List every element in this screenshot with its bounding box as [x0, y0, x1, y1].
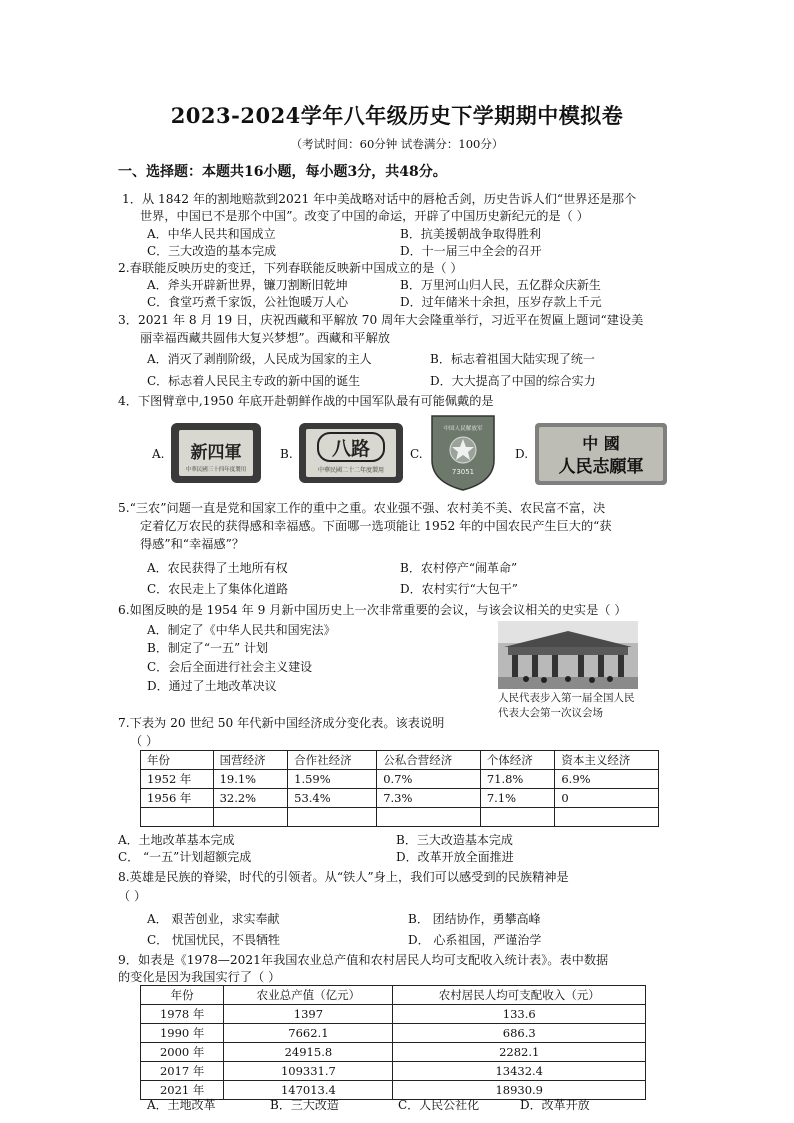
- table-cell: 1956 年: [141, 789, 214, 808]
- table-cell: 24915.8: [224, 1043, 393, 1062]
- q7-line2: （ ）: [130, 734, 159, 748]
- q9-option-a: A．土地改革: [147, 1098, 216, 1112]
- q3-option-c: C．标志着人民民主专政的新中国的诞生: [147, 374, 361, 388]
- table-header-cell: 合作社经济: [288, 751, 377, 770]
- exam-subtitle: （考试时间：60分钟 试卷满分：100分）: [290, 137, 504, 151]
- table-cell: 686.3: [393, 1024, 646, 1043]
- badge-c-top: 中国人民解放军: [443, 426, 483, 432]
- q1-line1: 1．从 1842 年的割地赔款到2021 年中美战略对话中的唇枪舌剑，历史告诉人们“世界还是那个: [122, 192, 637, 206]
- q1-option-c: C．三大改造的基本完成: [147, 244, 277, 258]
- table-cell: 2282.1: [393, 1043, 646, 1062]
- table-cell: 7.1%: [480, 789, 555, 808]
- table-cell: [377, 808, 481, 827]
- badge-d-line1: 中 國: [582, 434, 620, 453]
- table-row: [141, 770, 659, 789]
- q9-line1: 9．如表是《1978—2021年我国农业总产值和农村居民人均可支配收入统计表》。表中数据: [118, 953, 609, 967]
- q4-label-a: A.: [152, 447, 165, 461]
- photo-caption-line1: 人民代表步入第一届全国人民: [498, 692, 635, 704]
- q5-line3: 得感”和“幸福感”？: [140, 537, 245, 551]
- q4-label-b: B.: [280, 447, 293, 461]
- table-row: [141, 1005, 646, 1024]
- table-header-cell: 公私合营经济: [377, 751, 481, 770]
- q7-line1: 7.下表为 20 世纪 50 年代新中国经济成分变化表。该表说明: [118, 716, 445, 730]
- q1-option-b: B．抗美援朝战争取得胜利: [400, 227, 541, 241]
- table-header-cell: 国营经济: [213, 751, 288, 770]
- q2-option-d: D．过年储米十余担，压岁存款上千元: [400, 295, 602, 309]
- badge-c-num: 73051: [451, 468, 475, 476]
- table-cell: 1.59%: [288, 770, 377, 789]
- economy-table: [140, 750, 659, 827]
- q5-line1: 5.“三农”问题一直是党和国家工作的重中之重。农业强不强、农村美不美、农民富不富，决: [118, 501, 606, 515]
- section-heading: 一、选择题：本题共16小题，每小题3分，共48分。: [118, 164, 447, 180]
- table-cell: 53.4%: [288, 789, 377, 808]
- table-cell: 1397: [224, 1005, 393, 1024]
- q2-option-b: B．万里河山归人民，五亿群众庆新生: [400, 278, 601, 292]
- table-header-row: [141, 751, 659, 770]
- q5-line2: 定着亿万农民的获得感和幸福感。下面哪一选项能让 1952 年的中国农民产生巨大的“获: [140, 519, 612, 533]
- pla-shoulder-badge: [428, 410, 498, 492]
- table-header-cell: 农业总产值（亿元）: [224, 986, 393, 1005]
- q2-line1: 2.春联能反映历史的变迁，下列春联能反映新中国成立的是（ ）: [118, 261, 463, 275]
- q6-line1: 6.如图反映的是 1954 年 9 月新中国历史上一次非常重要的会议，与该会议相关的史实是（ ）: [118, 603, 627, 617]
- q3-option-a: A．消灭了剥削阶级，人民成为国家的主人: [147, 352, 372, 366]
- table-cell: 71.8%: [480, 770, 555, 789]
- armband-eighth-route-army: [298, 420, 404, 486]
- armband-volunteer-army: [534, 422, 668, 486]
- table-row: [141, 1024, 646, 1043]
- q6-option-b: B．制定了“一五” 计划: [147, 641, 268, 655]
- q5-option-b: B．农村停产“闹革命”: [400, 561, 518, 575]
- badge-a-main: 新四軍: [190, 443, 242, 463]
- table-row: [141, 1062, 646, 1081]
- table-row: [141, 789, 659, 808]
- table-cell: 32.2%: [213, 789, 288, 808]
- table-cell: [141, 808, 214, 827]
- table-cell: 1990 年: [141, 1024, 224, 1043]
- q8-option-a: A． 艰苦创业，求实奉献: [147, 912, 280, 926]
- q7-option-d: D．改革开放全面推进: [396, 850, 514, 864]
- agriculture-table: [140, 985, 646, 1100]
- table-cell: 109331.7: [224, 1062, 393, 1081]
- table-header-cell: 农村居民人均可支配收入（元）: [393, 986, 646, 1005]
- table-cell: 19.1%: [213, 770, 288, 789]
- table-cell: [555, 808, 659, 827]
- table-header-cell: 个体经济: [480, 751, 555, 770]
- table-cell: 7662.1: [224, 1024, 393, 1043]
- q8-option-b: B． 团结协作，勇攀高峰: [408, 912, 541, 926]
- q3-line2: 丽幸福西藏共圆伟大复兴梦想”。西藏和平解放: [140, 331, 390, 345]
- table-cell: 147013.4: [224, 1081, 393, 1100]
- table-cell: 1978 年: [141, 1005, 224, 1024]
- photo-caption-line2: 代表大会第一次议会场: [498, 707, 603, 719]
- q8-option-c: C． 忧国忧民，不畏牺牲: [147, 933, 280, 947]
- table-header-row: [141, 986, 646, 1005]
- table-cell: 2021 年: [141, 1081, 224, 1100]
- q4-line1: 4．下图臂章中,1950 年底开赴朝鲜作战的中国军队最有可能佩戴的是: [118, 394, 494, 408]
- q4-label-c: C.: [410, 447, 423, 461]
- q3-option-b: B．标志着祖国大陆实现了统一: [430, 352, 595, 366]
- q8-option-d: D． 心系祖国，严谨治学: [408, 933, 542, 947]
- badge-a-sub: 中華民國三十四年度製用: [185, 467, 247, 473]
- q7-option-c: C． “一五”计划超额完成: [118, 850, 252, 864]
- table-header-cell: 资本主义经济: [555, 751, 659, 770]
- table-cell: 18930.9: [393, 1081, 646, 1100]
- q9-line2: 的变化是因为我国实行了（ ）: [118, 970, 281, 984]
- badge-b-main: 八路: [331, 438, 371, 460]
- table-header-cell: 年份: [141, 986, 224, 1005]
- q8-line1: 8.英雄是民族的脊梁，时代的引领者。从“铁人”身上，我们可以感受到的民族精神是: [118, 870, 569, 884]
- table-cell: [213, 808, 288, 827]
- table-cell: 6.9%: [555, 770, 659, 789]
- q4-label-d: D.: [515, 447, 529, 461]
- q7-option-b: B．三大改造基本完成: [396, 833, 513, 847]
- q9-option-c: C．人民公社化: [398, 1098, 480, 1112]
- q2-option-c: C．食堂巧煮千家饭，公社饱暖万人心: [147, 295, 349, 309]
- q6-option-d: D．通过了土地改革决议: [147, 679, 277, 693]
- q1-option-a: A．中华人民共和国成立: [147, 227, 276, 241]
- q1-option-d: D．十一届三中全会的召开: [400, 244, 542, 258]
- q5-option-d: D．农村实行“大包干”: [400, 582, 518, 596]
- q7-option-a: A．土地改革基本完成: [118, 833, 235, 847]
- table-cell: 13432.4: [393, 1062, 646, 1081]
- exam-title: 2023-2024学年八年级历史下学期期中模拟卷: [170, 103, 624, 128]
- armband-new-fourth-army: [170, 420, 262, 486]
- q8-line2: （ ）: [118, 889, 147, 903]
- q5-option-a: A．农民获得了土地所有权: [147, 561, 288, 575]
- q2-option-a: A．斧头开辟新世界，镰刀割断旧乾坤: [147, 278, 348, 292]
- table-cell: 7.3%: [377, 789, 481, 808]
- badge-d-line2: 人民志願軍: [558, 457, 644, 477]
- table-cell: 0.7%: [377, 770, 481, 789]
- table-header-cell: 年份: [141, 751, 214, 770]
- table-cell: [480, 808, 555, 827]
- table-cell: 1952 年: [141, 770, 214, 789]
- q9-option-d: D．改革开放: [520, 1098, 590, 1112]
- table-cell: 2017 年: [141, 1062, 224, 1081]
- q3-line1: 3．2021 年 8 月 19 日，庆祝西藏和平解放 70 周年大会隆重举行，习近平在贺匾上题词“建设美: [118, 313, 644, 327]
- table-cell: 2000 年: [141, 1043, 224, 1062]
- table-cell: [288, 808, 377, 827]
- table-cell: 133.6: [393, 1005, 646, 1024]
- table-row: [141, 1043, 646, 1062]
- q5-option-c: C．农民走上了集体化道路: [147, 582, 289, 596]
- q9-option-b: B．三大改造: [270, 1098, 339, 1112]
- q3-option-d: D．大大提高了中国的综合实力: [430, 374, 596, 388]
- table-row: [141, 808, 659, 827]
- q1-line2: 世界，中国已不是那个中国”。改变了中国的命运，开辟了中国历史新纪元的是（ ）: [140, 209, 589, 223]
- table-cell: 0: [555, 789, 659, 808]
- q6-option-c: C．会后全面进行社会主义建设: [147, 660, 313, 674]
- q6-option-a: A．制定了《中华人民共和国宪法》: [147, 623, 336, 637]
- congress-hall-photo: [498, 621, 638, 689]
- badge-b-sub: 中華民國二十二年度製用: [317, 467, 385, 474]
